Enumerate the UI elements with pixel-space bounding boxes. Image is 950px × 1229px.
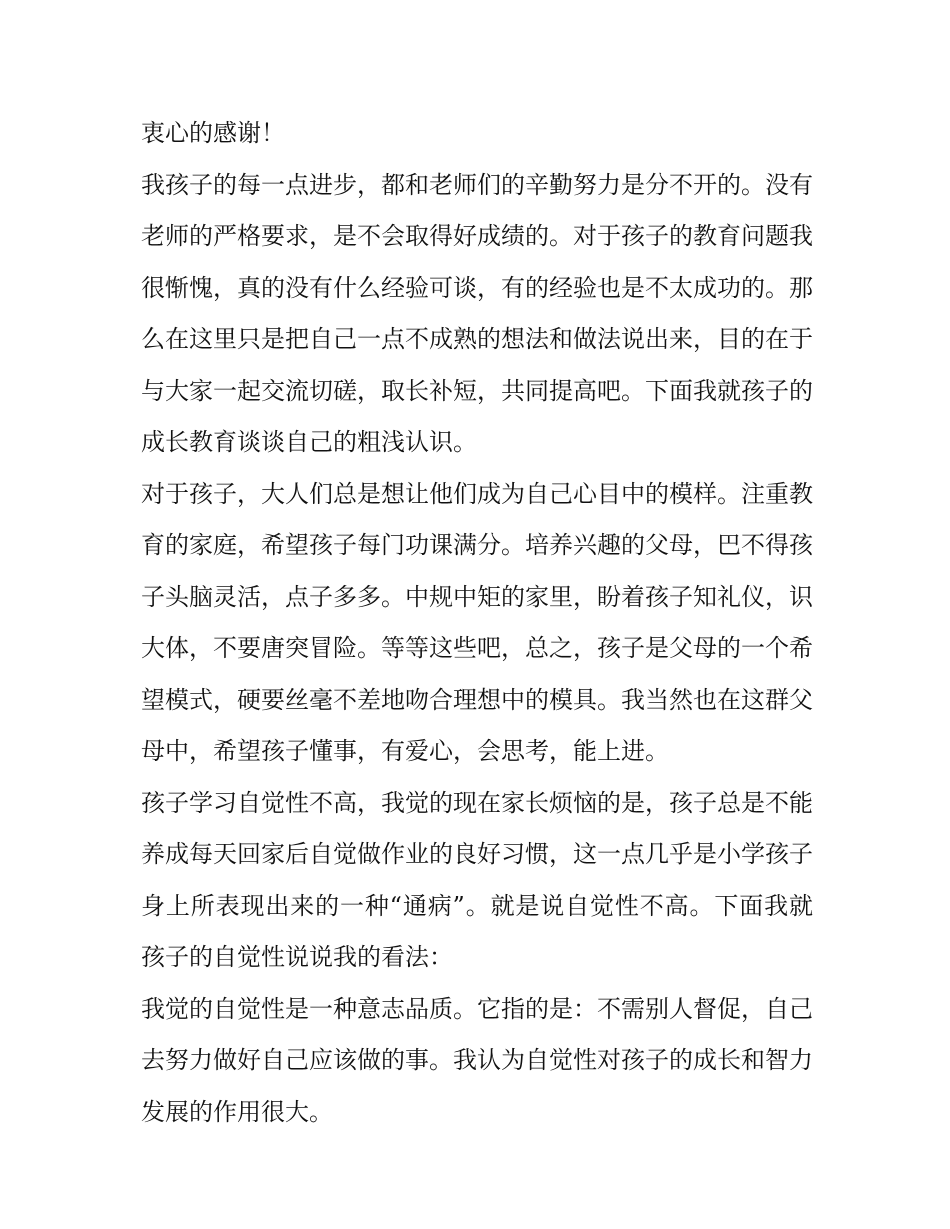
paragraph-expectations: 对于孩子，大人们总是想让他们成为自己心目中的模样。注重教育的家庭，希望孩子每门功课满分。培养兴趣的父母，巴不得孩子头脑灵活，点子多多。中规中矩的家里，盼着孩子知礼仪，识大体，不要唐突冒险。等等这些吧，总之，孩子是父母的一个希望模式，硬要丝毫不差地吻合理想中的模具。我当然也在这群父母中，希望孩子懂事，有爱心，会思考，能上进。 bbox=[141, 479, 813, 765]
paragraph-progress: 我孩子的每一点进步，都和老师们的辛勤努力是分不开的。没有老师的严格要求，是不会取得好成绩的。对于孩子的教育问题我很惭愧，真的没有什么经验可谈，有的经验也是不太成功的。那么在这里只是把自己一点不成熟的想法和做法说出来，目的在于与大家一起交流切磋，取长补短，共同提高吧。下面我就孩子的成长教育谈谈自己的粗浅认识。 bbox=[141, 170, 813, 456]
paragraph-thanks: 衷心的感谢！ bbox=[141, 119, 285, 147]
paragraph-self-discipline-definition: 我觉的自觉性是一种意志品质。它指的是：不需别人督促，自己去努力做好自己应该做的事。我认为自觉性对孩子的成长和智力发展的作用很大。 bbox=[141, 994, 813, 1126]
paragraph-self-discipline-problem: 孩子学习自觉性不高，我觉的现在家长烦恼的是，孩子总是不能养成每天回家后自觉做作业的良好习惯，这一点几乎是小学孩子身上所表现出来的一种“通病”。就是说自觉性不高。下面我就孩子的自觉性说说我的看法： bbox=[141, 788, 813, 971]
document-body bbox=[141, 108, 813, 1138]
